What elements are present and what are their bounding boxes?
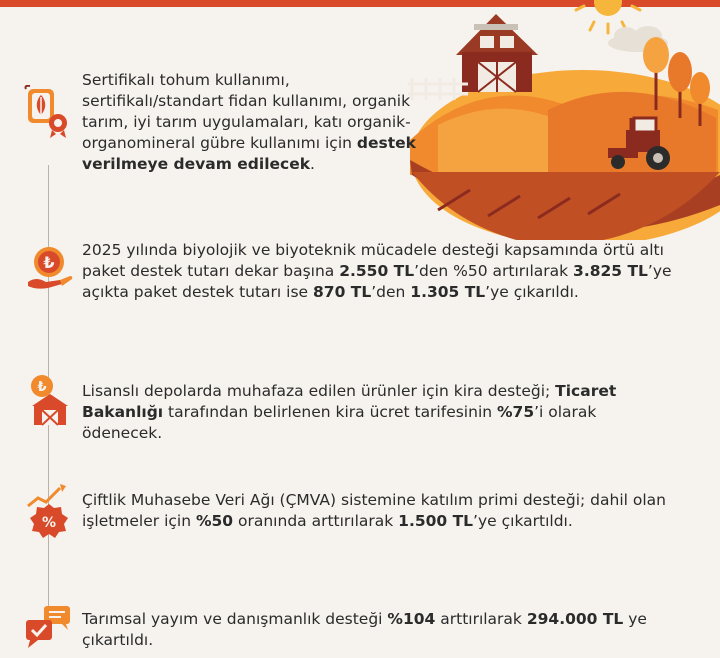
item-1-text: Sertifikalı tohum kullanımı, sertifikalı/standart fidan kullanımı, organik tarım, iyi tarım uygulamaları, katı organik-organomineral gübre kullanımı için [82,71,411,152]
item-5-bold-1: %104 [387,610,436,628]
item-2-text-2: ’den %50 artırılarak [414,262,574,280]
item-2-text-5: ’ye çıkarıldı. [485,283,579,301]
item-2-text-1: 2025 yılında biyolojik ve biyoteknik mücadele desteği kapsamında örtü altı paket destek tutarı dekar başına [82,241,664,280]
svg-text:%: % [41,515,57,531]
item-3-bold-2: %75 [497,403,535,421]
item-4-bold-1: %50 [195,512,234,530]
lira-warehouse-icon [22,372,76,426]
item-2-text-3: ’ye açıkta paket destek tutarı ise [82,262,672,301]
item-3-text-1: Lisanslı depolarda muhafaza edilen ürünler için kira desteği; [82,382,556,400]
item-2-text-4: ’den [371,283,411,301]
item-consulting-text [82,609,702,651]
item-warehouse-rent-text [82,381,672,444]
farm-illustration [398,0,720,240]
item-2-bold-2: 3.825 TL [573,262,648,280]
lira-coin-hand-icon [22,240,76,294]
item-4-bold-2: 1.500 TL [398,512,474,530]
item-3-bold-1: Ticaret Bakanlığı [82,382,617,421]
item-4-text-2: oranında arttırılarak [233,512,399,530]
item-4-text-3: ’ye çıkartıldı. [473,512,573,530]
organic-seed-certificate-icon [22,85,76,139]
item-4-text-1: Çiftlik Muhasebe Veri Ağı (ÇMVA) sistemine katılım primi desteği; dahil olan işletmeler için [82,491,666,530]
item-5-bold-2: 294.000 TL [526,610,624,628]
item-biological-support-text [82,240,692,303]
item-5-text-1: Tarımsal yayım ve danışmanlık desteği [82,610,388,628]
item-5-text-2: arttırılarak [435,610,527,628]
item-2-bold-3: 870 TL [313,283,372,301]
item-1-bold: destek verilmeye devam edilecek [82,134,416,173]
svg-text:₺: ₺ [37,380,47,395]
item-3-text-2: tarafından belirlenen kira ücret tarifesinin [163,403,497,421]
item-cmva-text [82,490,702,532]
item-3-text-3: ’i olarak ödenecek. [82,403,597,442]
percent-growth-icon [22,484,76,538]
item-2-bold-4: 1.305 TL [410,283,486,301]
svg-text:₺: ₺ [43,253,55,272]
item-organic-support-text [82,70,422,175]
item-2-bold-1: 2.550 TL [339,262,415,280]
barn-icon [456,14,538,92]
item-5-text-3: ye çıkartıldı. [82,610,647,649]
item-1-text-end: . [310,155,315,173]
